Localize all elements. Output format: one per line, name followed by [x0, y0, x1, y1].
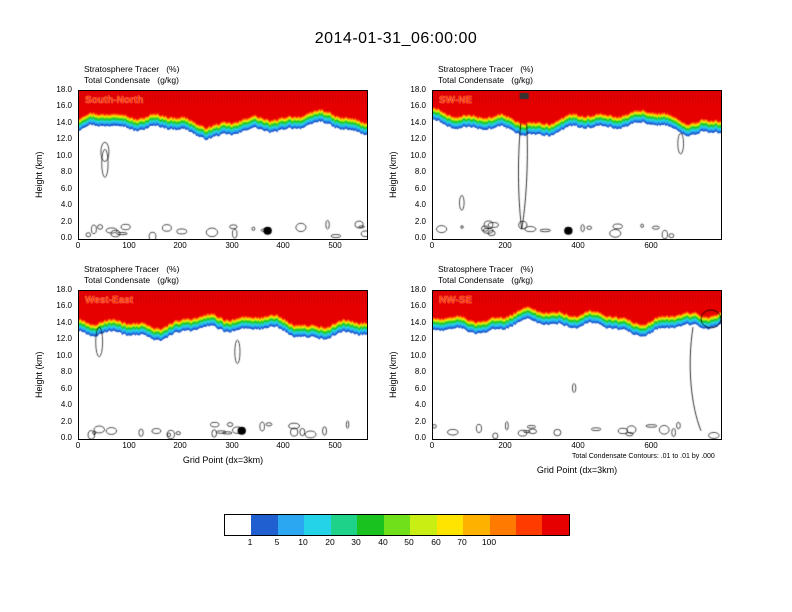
colorbar-swatch-11: [516, 515, 542, 535]
panel-label-sw-ne: SW-NE: [439, 95, 473, 106]
y-tick-4-4: 10.0: [410, 351, 426, 360]
x-tick-3-1: 100: [122, 441, 136, 450]
y-tick-1-5: 8.0: [60, 167, 72, 176]
panel-south-north: [34, 64, 368, 250]
x-tick-3-3: 300: [225, 441, 239, 450]
x-tick-1-5: 500: [328, 241, 342, 250]
colorbar-label-1: 5: [274, 537, 280, 547]
x-axis-label-3: Grid Point (dx=3km): [182, 455, 264, 465]
colorbar-swatch-3: [304, 515, 330, 535]
panel-nw-se: [388, 264, 722, 475]
x-tick-3-0: 0: [75, 441, 81, 450]
colorbar-label-4: 30: [351, 537, 361, 547]
panel-header-4: Stratosphere Tracer (%) Total Condensate (g/kg): [438, 264, 534, 285]
x-axis-label-4: Grid Point (dx=3km): [536, 465, 618, 475]
colorbar-label-2: 10: [298, 537, 308, 547]
colorbar-label-6: 50: [404, 537, 414, 547]
y-tick-2-3: 12.0: [410, 134, 426, 143]
y-tick-1-9: 0.0: [60, 233, 72, 242]
y-tick-1-2: 14.0: [56, 118, 72, 127]
y-tick-1-3: 12.0: [56, 134, 72, 143]
x-tick-3-4: 400: [276, 441, 290, 450]
y-tick-3-2: 14.0: [56, 318, 72, 327]
panel-header-2: Stratosphere Tracer (%) Total Condensate (g/kg): [438, 64, 534, 85]
colorbar: [224, 514, 570, 536]
x-tick-1-1: 100: [122, 241, 136, 250]
panel-label-nw-se: NW-SE: [439, 295, 473, 306]
colorbar-swatch-6: [384, 515, 410, 535]
y-tick-1-8: 2.0: [60, 217, 72, 226]
plot-area-south-north: [78, 90, 368, 240]
panel-header-3: Stratosphere Tracer (%) Total Condensate (g/kg): [84, 264, 180, 285]
colorbar-label-9: 100: [481, 537, 497, 547]
y-tick-1-7: 4.0: [60, 200, 72, 209]
y-tick-3-9: 0.0: [60, 433, 72, 442]
y-tick-3-6: 6.0: [60, 384, 72, 393]
panel-label-west-east: West-East: [85, 295, 134, 306]
x-tick-1-3: 300: [225, 241, 239, 250]
panel-west-east: [34, 264, 368, 465]
x-tick-4-3: 600: [644, 441, 658, 450]
colorbar-label-7: 60: [431, 537, 441, 547]
panel-header-1: Stratosphere Tracer (%) Total Condensate (g/kg): [84, 64, 180, 85]
plot-area-sw-ne: [432, 90, 722, 240]
colorbar-label-8: 70: [457, 537, 467, 547]
colorbar-swatch-12: [542, 515, 568, 535]
colorbar-swatch-7: [410, 515, 436, 535]
y-tick-1-4: 10.0: [56, 151, 72, 160]
x-tick-1-0: 0: [75, 241, 81, 250]
plot-area-nw-se: [432, 290, 722, 440]
y-tick-4-5: 8.0: [414, 367, 426, 376]
x-tick-4-0: 0: [429, 441, 435, 450]
page-title: 2014-01-31_06:00:00: [314, 30, 478, 47]
colorbar-label-3: 20: [325, 537, 335, 547]
x-tick-3-5: 500: [328, 441, 342, 450]
y-tick-3-8: 2.0: [60, 417, 72, 426]
colorbar-swatch-8: [437, 515, 463, 535]
y-axis-label-4: Height (km): [388, 351, 398, 398]
y-tick-4-9: 0.0: [414, 433, 426, 442]
colorbar-swatch-10: [490, 515, 516, 535]
y-tick-4-8: 2.0: [414, 417, 426, 426]
colorbar-swatch-4: [331, 515, 357, 535]
colorbar-swatch-0: [225, 515, 251, 535]
y-tick-1-0: 18.0: [56, 85, 72, 94]
y-tick-3-3: 12.0: [56, 334, 72, 343]
y-tick-4-6: 6.0: [414, 384, 426, 393]
y-tick-3-0: 18.0: [56, 285, 72, 294]
y-tick-4-7: 4.0: [414, 400, 426, 409]
x-tick-2-3: 600: [644, 241, 658, 250]
y-tick-2-6: 6.0: [414, 184, 426, 193]
x-tick-1-2: 200: [173, 241, 187, 250]
colorbar-label-0: 1: [247, 537, 253, 547]
colorbar-label-5: 40: [378, 537, 388, 547]
x-tick-2-1: 200: [498, 241, 512, 250]
contour-note: Total Condensate Contours: .01 to .01 by .000: [572, 453, 715, 460]
y-tick-3-4: 10.0: [56, 351, 72, 360]
y-axis-label-2: Height (km): [388, 151, 398, 198]
colorbar-swatch-2: [278, 515, 304, 535]
panel-label-south-north: South-North: [85, 95, 144, 106]
x-tick-2-0: 0: [429, 241, 435, 250]
y-tick-2-2: 14.0: [410, 118, 426, 127]
y-tick-2-9: 0.0: [414, 233, 426, 242]
colorbar-swatch-9: [463, 515, 489, 535]
y-tick-3-7: 4.0: [60, 400, 72, 409]
colorbar-swatch-5: [357, 515, 383, 535]
y-tick-4-1: 16.0: [410, 301, 426, 310]
x-tick-4-1: 200: [498, 441, 512, 450]
colorbar-swatch-1: [251, 515, 277, 535]
y-tick-2-5: 8.0: [414, 167, 426, 176]
y-axis-label-1: Height (km): [34, 151, 44, 198]
y-axis-label-3: Height (km): [34, 351, 44, 398]
x-tick-2-2: 400: [571, 241, 585, 250]
y-tick-4-2: 14.0: [410, 318, 426, 327]
y-tick-3-1: 16.0: [56, 301, 72, 310]
y-tick-1-6: 6.0: [60, 184, 72, 193]
x-tick-3-2: 200: [173, 441, 187, 450]
plot-area-west-east: [78, 290, 368, 440]
y-tick-2-0: 18.0: [410, 85, 426, 94]
x-tick-4-2: 400: [571, 441, 585, 450]
panel-sw-ne: [388, 64, 722, 250]
y-tick-1-1: 16.0: [56, 101, 72, 110]
y-tick-2-8: 2.0: [414, 217, 426, 226]
y-tick-4-3: 12.0: [410, 334, 426, 343]
y-tick-2-1: 16.0: [410, 101, 426, 110]
y-tick-2-7: 4.0: [414, 200, 426, 209]
x-tick-1-4: 400: [276, 241, 290, 250]
y-tick-2-4: 10.0: [410, 151, 426, 160]
y-tick-3-5: 8.0: [60, 367, 72, 376]
y-tick-4-0: 18.0: [410, 285, 426, 294]
